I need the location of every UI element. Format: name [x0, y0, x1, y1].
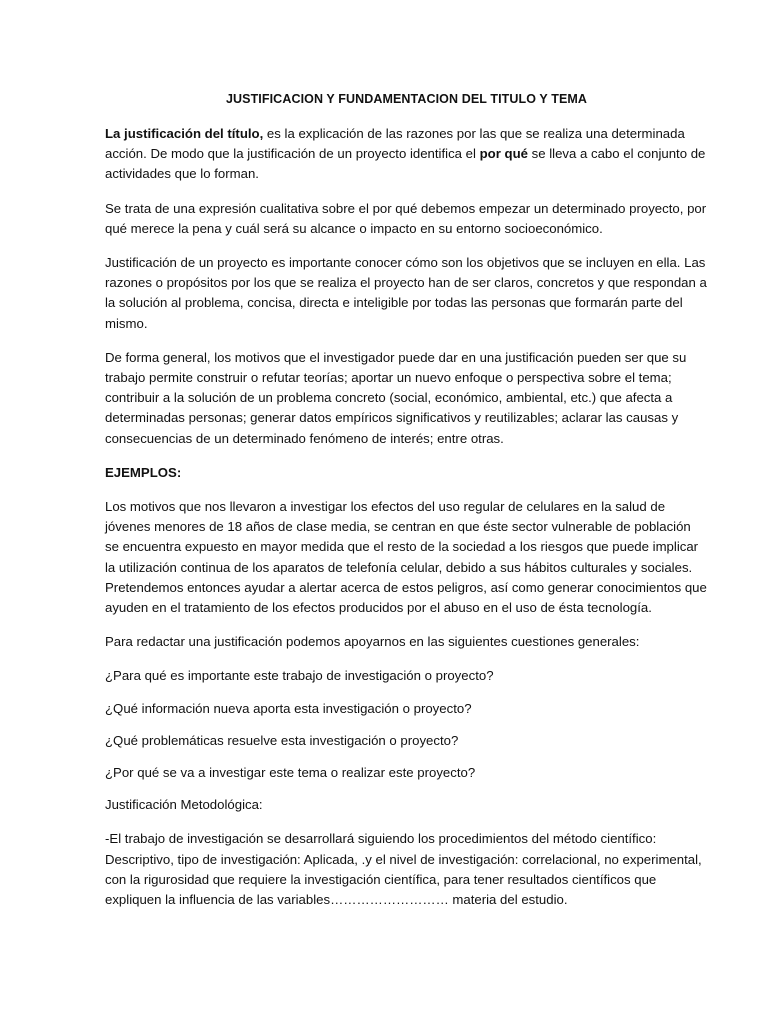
- examples-heading: EJEMPLOS:: [105, 464, 182, 480]
- paragraph-motives: De forma general, los motivos que el investigador puede dar en una justificación pueden ser que su trabajo permite construir o refutar teorías; aportar un nuevo enfoque o perspectiva sobre el tema; contribuir a la solución de un problema concreto (social, económico, ambiental, etc.) que afecta a determinadas personas; generar datos empíricos significativos y reutilizables; aclarar las causas y consecuencias de un determinado fenómeno de interés; entre otras.: [105, 349, 687, 446]
- definition-bold-why: por qué: [479, 146, 528, 162]
- paragraph-methodology: -El trabajo de investigación se desarrollará siguiendo los procedimientos del método científico: Descriptivo, tipo de investigación: Aplicada, .y el nivel de investigación: correlacional, no experimental, con la rigurosidad que requiere la investigación científica, para tener resultados científicos que expliquen la influencia de las variables……………………… materia del estudio.: [105, 831, 702, 908]
- definition-lead: La justificación del título,: [105, 126, 264, 141]
- paragraph-example: Los motivos que nos llevaron a investigar los efectos del uso regular de celulares en la salud de jóvenes menores de 18 años de clase media, se centran en que éste sector vulnerable de población se encuentra expuesto en mayor medida que el resto de la sociedad a los riesgos que puede implicar la utilización continua de los aparatos de telefonía celular, debido a sus hábitos culturales y sociales. Pretendemos entonces ayudar a alertar acerca de estos peligros, así como generar conocimientos que ayuden en el tratamiento de los efectos producidos por el abuso en el uso de ésta tecnología.: [105, 499, 707, 616]
- question-item: ¿Por qué se va a investigar este tema o realizar este proyecto?: [105, 765, 476, 781]
- definition-text-a: es la explicación de las razones por las que se realiza una determinada acción. De modo que la justificación de un proyecto identifica el: [105, 126, 685, 162]
- paragraph-definition: [105, 124, 708, 185]
- document-title: JUSTIFICACION Y FUNDAMENTACION DEL TITULO Y TEMA: [225, 92, 588, 106]
- method-heading: Justificación Metodológica:: [105, 797, 263, 813]
- question-item: ¿Para qué es importante este trabajo de investigación o proyecto?: [105, 668, 494, 684]
- question-item: ¿Qué problemáticas resuelve esta investigación o proyecto?: [105, 732, 459, 748]
- paragraph-questions-intro: Para redactar una justificación podemos apoyarnos en las siguientes cuestiones generales:: [105, 634, 640, 650]
- paragraph-objectives: Justificación de un proyecto es importante conocer cómo son los objetivos que se incluyen en ella. Las razones o propósitos por los que se realiza el proyecto han de ser claros, concretos y que respondan a la solución al problema, concisa, directa e inteligible por todas las personas que formarán parte del mismo.: [105, 255, 707, 331]
- paragraph-qualitative: Se trata de una expresión cualitativa sobre el por qué debemos empezar un determinado proyecto, por qué merece la pena y cuál será su alcance o impacto en su entorno socioeconómico.: [105, 200, 707, 236]
- question-item: ¿Qué información nueva aporta esta investigación o proyecto?: [105, 700, 472, 716]
- definition-text-b: se lleva a cabo el conjunto de actividades que lo forman.: [105, 146, 706, 182]
